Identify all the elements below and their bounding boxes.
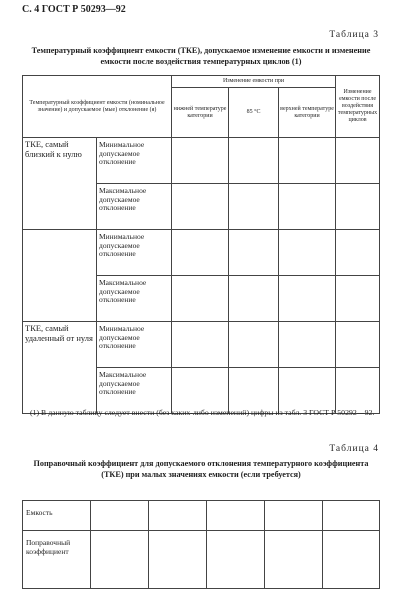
- table3-cell: [279, 138, 336, 184]
- table3-cell: [229, 184, 279, 230]
- table3-cell: [279, 184, 336, 230]
- table3-col-after-cycles: Изменение емкости после воздействия температурных циклов: [336, 76, 380, 138]
- table4-cell: [207, 501, 265, 531]
- table3-cell: [172, 184, 229, 230]
- table3-group-empty: [23, 230, 97, 322]
- table3-col-group: Изменение емкости при: [172, 76, 336, 88]
- table3-title: Температурный коэффициент емкости (ТКЕ), допускаемое изменение емкости и изменение емкости после воздействия температурных циклов (1): [31, 46, 371, 66]
- table3-col-low-temp: нижней температуре категории: [172, 88, 229, 138]
- table3-cell: [279, 276, 336, 322]
- table3-footnote: (1) В данную таблицу следует внести (без каких-либо изменений) цифры из табл. 3 ГОСТ Р 50292—92.: [30, 408, 375, 417]
- table3-cell: [336, 276, 380, 322]
- table4-cell: [323, 531, 380, 589]
- table3-cell: [336, 368, 380, 414]
- table4-cell: [91, 501, 149, 531]
- table3-cell: [229, 322, 279, 368]
- table3-cell: [229, 230, 279, 276]
- table3-cell: [279, 230, 336, 276]
- table4-title: Поправочный коэффициент для допускаемого отклонения температурного коэффициента (ТКЕ) при малых значениях емкости (если требуется): [33, 459, 369, 479]
- table3-cell: [229, 276, 279, 322]
- table3-cell: [229, 368, 279, 414]
- table3-cell: [172, 322, 229, 368]
- table3-cell: [336, 138, 380, 184]
- table4-cell: [265, 501, 323, 531]
- table4-cell: [91, 531, 149, 589]
- table4-cell: [323, 501, 380, 531]
- table4-cell: [265, 531, 323, 589]
- table3-row-min: Минимальное допускаемое отклонение: [97, 230, 172, 276]
- table3-cell: [336, 184, 380, 230]
- table3-cell: [172, 368, 229, 414]
- table4-cell: [207, 531, 265, 589]
- table4-label: Таблица 4: [329, 444, 379, 454]
- table3-col-parameter: Температурный коэффициент емкости (номинальное значение) и допускаемое (мые) отклонение (я): [23, 76, 172, 138]
- table3-label: Таблица 3: [329, 30, 379, 40]
- table3-group-far-zero: ТКЕ, самый удаленный от нуля: [23, 322, 97, 414]
- table3-cell: [279, 322, 336, 368]
- table3-row-max: Максимальное допускаемое отклонение: [97, 276, 172, 322]
- table3: [22, 75, 380, 414]
- table4-row-capacity: Емкость: [23, 501, 91, 531]
- table3-cell: [279, 368, 336, 414]
- table3-row-min: Минимальное допускаемое отклонение: [97, 322, 172, 368]
- table3-cell: [336, 322, 380, 368]
- table4-row-correction: Поправочный коэффициент: [23, 531, 91, 589]
- page-header: С. 4 ГОСТ Р 50293—92: [22, 4, 126, 15]
- table3-cell: [229, 138, 279, 184]
- table3-col-high-temp: верхней температуре категории: [279, 88, 336, 138]
- table3-cell: [172, 230, 229, 276]
- table3-cell: [336, 230, 380, 276]
- table4-cell: [149, 531, 207, 589]
- table3-row-max: Максимальное допускаемое отклонение: [97, 184, 172, 230]
- table3-cell: [172, 276, 229, 322]
- table3-row-min: Минимальное допускаемое отклонение: [97, 138, 172, 184]
- table4-cell: [149, 501, 207, 531]
- table3-col-85: 85 °С: [229, 88, 279, 138]
- table3-cell: [172, 138, 229, 184]
- table3-row-max: Максимальное допускаемое отклонение: [97, 368, 172, 414]
- table3-group-near-zero: ТКЕ, самый близкий к нулю: [23, 138, 97, 230]
- table4: [22, 500, 380, 589]
